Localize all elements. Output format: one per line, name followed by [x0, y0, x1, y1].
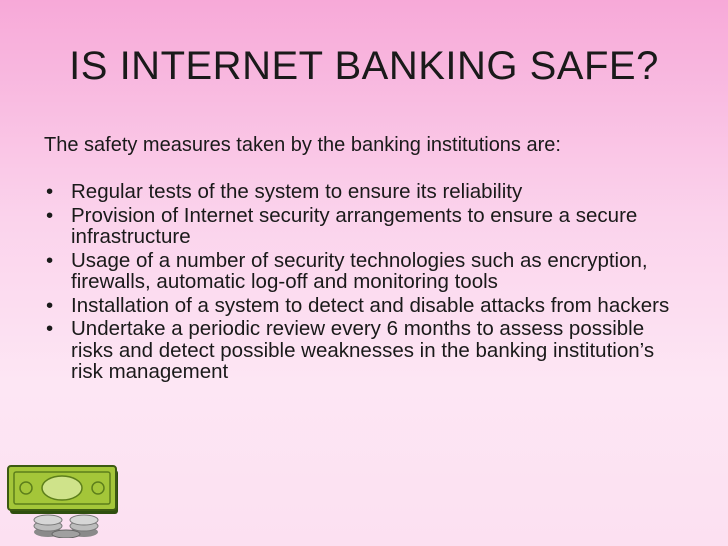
coin: [70, 515, 98, 525]
banknote-center: [42, 476, 82, 500]
bullet-icon: •: [46, 180, 54, 203]
bullet-icon: •: [46, 248, 54, 272]
bullet-icon: •: [46, 293, 54, 317]
intro-text: The safety measures taken by the banking institutions are:: [44, 134, 561, 156]
slide-title: IS INTERNET BANKING SAFE?: [69, 44, 659, 88]
list-item: [44, 318, 684, 383]
bullet-icon: •: [46, 317, 54, 340]
bullet-text: Usage of a number of security technologies such as encryption, firewalls, automatic log-off and monitoring tools: [71, 248, 648, 293]
bullet-icon: •: [46, 203, 54, 227]
bullet-text: Regular tests of the system to ensure its reliability: [71, 180, 523, 203]
bullet-list: [44, 181, 684, 385]
bullet-text: Installation of a system to detect and disable attacks from hackers: [71, 293, 670, 317]
list-item: [44, 181, 684, 203]
list-item: [44, 295, 684, 317]
bullet-text: Provision of Internet security arrangements to ensure a secure infrastructure: [71, 203, 638, 248]
bullet-text: Undertake a periodic review every 6 months to assess possible risks and detect possible weaknesses in the banking institution’s risk management: [71, 317, 655, 383]
coin: [34, 515, 62, 525]
list-item: [44, 205, 684, 248]
money-icon: [6, 462, 126, 538]
list-item: [44, 250, 684, 293]
coin: [52, 530, 80, 538]
